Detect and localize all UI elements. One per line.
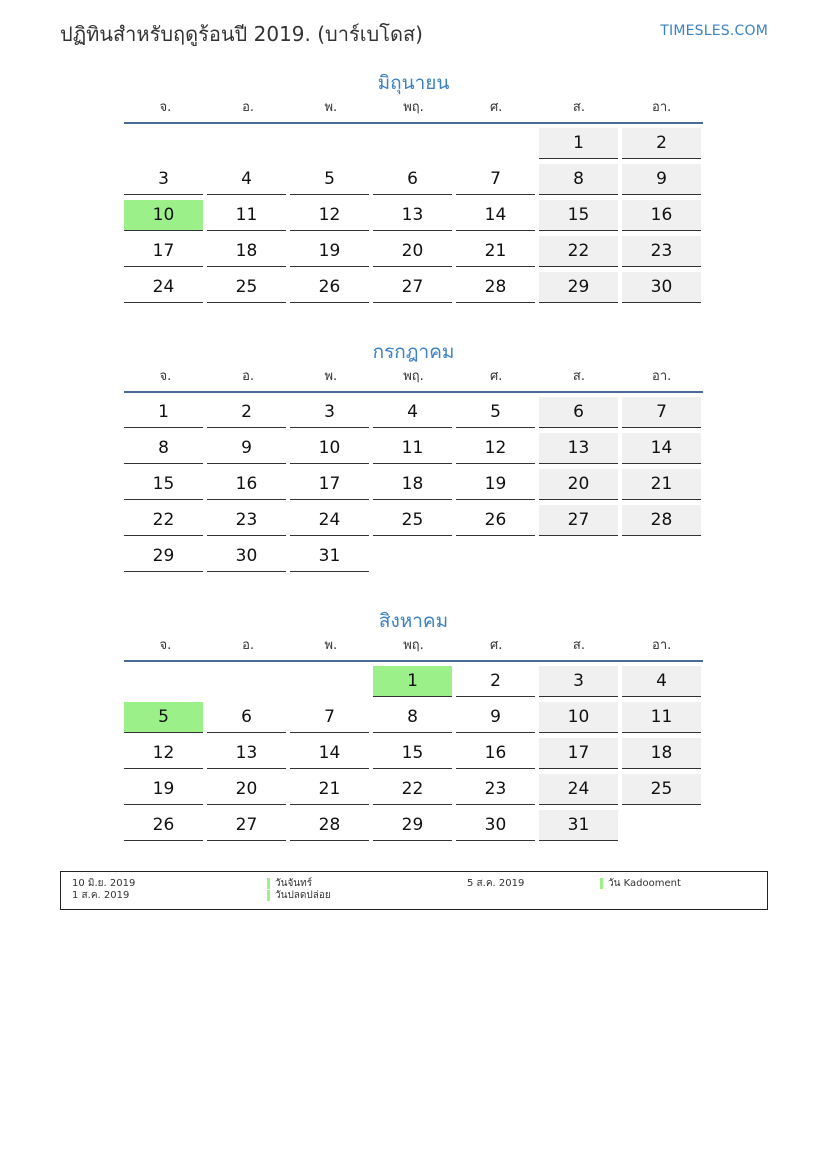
day-cell: 30: [622, 272, 701, 303]
day-cell: 30: [456, 810, 535, 841]
month-title: สิงหาคม: [378, 610, 449, 632]
holiday-marker: [600, 878, 603, 889]
day-cell: 26: [290, 272, 369, 303]
empty-day-cell: [622, 810, 701, 841]
weekday-label: อ.: [242, 638, 255, 653]
day-cell: 22: [124, 505, 203, 536]
empty-day-cell: [207, 128, 286, 159]
week-row: [124, 774, 703, 810]
day-cell: 22: [373, 774, 452, 805]
day-cell: 22: [539, 236, 618, 267]
day-cell: 6: [207, 702, 286, 733]
day-cell: 27: [373, 272, 452, 303]
day-cell: 30: [207, 541, 286, 572]
weekday-label: พ.: [324, 369, 338, 384]
day-cell: 17: [124, 236, 203, 267]
day-cell: 13: [373, 200, 452, 231]
day-cell: 4: [373, 397, 452, 428]
day-cell: 3: [539, 666, 618, 697]
day-cell: 18: [622, 738, 701, 769]
legend-date-3: 5 ส.ค. 2019: [467, 878, 525, 889]
holiday-day-cell: 10: [124, 200, 203, 231]
week-row: [124, 397, 703, 433]
day-cell: 14: [290, 738, 369, 769]
empty-day-cell: [622, 541, 701, 572]
week-row: [124, 505, 703, 541]
day-cell: 28: [290, 810, 369, 841]
holiday-day-cell: 1: [373, 666, 452, 697]
day-cell: 7: [622, 397, 701, 428]
day-cell: 16: [207, 469, 286, 500]
day-cell: 10: [290, 433, 369, 464]
brand-link[interactable]: TIMESLES.COM: [660, 23, 768, 39]
week-row: [124, 666, 703, 702]
weekday-label: จ.: [159, 638, 172, 653]
day-cell: 21: [290, 774, 369, 805]
day-cell: 6: [539, 397, 618, 428]
day-cell: 3: [124, 164, 203, 195]
day-cell: 20: [373, 236, 452, 267]
day-cell: 16: [456, 738, 535, 769]
day-cell: 3: [290, 397, 369, 428]
holiday-day-cell: 5: [124, 702, 203, 733]
weekday-label: อ.: [242, 369, 255, 384]
day-cell: 8: [373, 702, 452, 733]
day-cell: 18: [373, 469, 452, 500]
weekday-label: พ.: [324, 100, 338, 115]
day-cell: 11: [373, 433, 452, 464]
day-cell: 25: [207, 272, 286, 303]
month-title: กรกฎาคม: [372, 341, 455, 363]
day-cell: 11: [207, 200, 286, 231]
weekday-label: จ.: [159, 369, 172, 384]
day-cell: 27: [539, 505, 618, 536]
empty-day-cell: [207, 666, 286, 697]
weekday-label: อา.: [652, 638, 672, 653]
day-cell: 23: [456, 774, 535, 805]
day-cell: 25: [622, 774, 701, 805]
day-cell: 14: [622, 433, 701, 464]
day-cell: 10: [539, 702, 618, 733]
day-cell: 31: [290, 541, 369, 572]
day-cell: 15: [539, 200, 618, 231]
day-cell: 28: [622, 505, 701, 536]
weekday-label: ส.: [572, 638, 585, 653]
day-cell: 16: [622, 200, 701, 231]
day-cell: 2: [207, 397, 286, 428]
day-cell: 2: [456, 666, 535, 697]
week-row: [124, 164, 703, 200]
day-cell: 12: [124, 738, 203, 769]
weekday-label: พฤ.: [403, 100, 424, 115]
week-row: [124, 272, 703, 308]
day-cell: 15: [373, 738, 452, 769]
day-cell: 31: [539, 810, 618, 841]
day-cell: 13: [207, 738, 286, 769]
month-title: มิถุนายน: [377, 72, 450, 94]
legend-date-2: 1 ส.ค. 2019: [72, 890, 130, 901]
day-cell: 7: [290, 702, 369, 733]
week-row: [124, 738, 703, 774]
weekday-label: ศ.: [490, 638, 503, 653]
month-grid: [124, 393, 703, 576]
weekday-label: อา.: [652, 369, 672, 384]
day-cell: 26: [456, 505, 535, 536]
day-cell: 2: [622, 128, 701, 159]
day-cell: 29: [124, 541, 203, 572]
day-cell: 28: [456, 272, 535, 303]
weekday-header: [124, 636, 703, 662]
day-cell: 12: [290, 200, 369, 231]
day-cell: 19: [124, 774, 203, 805]
empty-day-cell: [124, 666, 203, 697]
empty-day-cell: [373, 541, 452, 572]
day-cell: 24: [124, 272, 203, 303]
legend-name-1: วันจันทร์: [275, 878, 313, 889]
day-cell: 7: [456, 164, 535, 195]
day-cell: 19: [290, 236, 369, 267]
week-row: [124, 469, 703, 505]
day-cell: 18: [207, 236, 286, 267]
weekday-label: จ.: [159, 100, 172, 115]
week-row: [124, 200, 703, 236]
day-cell: 20: [207, 774, 286, 805]
week-row: [124, 433, 703, 469]
holiday-marker: [267, 878, 270, 889]
week-row: [124, 128, 703, 164]
weekday-label: ส.: [572, 369, 585, 384]
day-cell: 15: [124, 469, 203, 500]
empty-day-cell: [290, 666, 369, 697]
day-cell: 9: [207, 433, 286, 464]
day-cell: 9: [622, 164, 701, 195]
day-cell: 21: [456, 236, 535, 267]
week-row: [124, 810, 703, 846]
day-cell: 26: [124, 810, 203, 841]
holiday-legend: [60, 871, 768, 910]
empty-day-cell: [539, 541, 618, 572]
day-cell: 29: [373, 810, 452, 841]
empty-day-cell: [373, 128, 452, 159]
month-august: [124, 606, 703, 845]
weekday-label: ศ.: [490, 100, 503, 115]
month-grid: [124, 662, 703, 845]
day-cell: 29: [539, 272, 618, 303]
day-cell: 20: [539, 469, 618, 500]
weekday-label: พฤ.: [403, 369, 424, 384]
day-cell: 1: [539, 128, 618, 159]
weekday-header: [124, 367, 703, 393]
weekday-label: พฤ.: [403, 638, 424, 653]
day-cell: 8: [124, 433, 203, 464]
week-row: [124, 236, 703, 272]
day-cell: 24: [539, 774, 618, 805]
day-cell: 5: [456, 397, 535, 428]
holiday-marker: [267, 890, 270, 901]
day-cell: 5: [290, 164, 369, 195]
day-cell: 13: [539, 433, 618, 464]
day-cell: 25: [373, 505, 452, 536]
month-grid: [124, 124, 703, 307]
day-cell: 23: [207, 505, 286, 536]
day-cell: 14: [456, 200, 535, 231]
day-cell: 23: [622, 236, 701, 267]
month-june: [124, 68, 703, 307]
day-cell: 1: [124, 397, 203, 428]
legend-date-1: 10 มิ.ย. 2019: [72, 878, 136, 889]
day-cell: 17: [290, 469, 369, 500]
day-cell: 4: [622, 666, 701, 697]
legend-name-3: วัน Kadooment: [608, 878, 681, 889]
empty-day-cell: [456, 541, 535, 572]
day-cell: 8: [539, 164, 618, 195]
empty-day-cell: [290, 128, 369, 159]
day-cell: 6: [373, 164, 452, 195]
day-cell: 11: [622, 702, 701, 733]
day-cell: 17: [539, 738, 618, 769]
day-cell: 24: [290, 505, 369, 536]
empty-day-cell: [124, 128, 203, 159]
day-cell: 12: [456, 433, 535, 464]
day-cell: 19: [456, 469, 535, 500]
day-cell: 21: [622, 469, 701, 500]
day-cell: 27: [207, 810, 286, 841]
weekday-label: อ.: [242, 100, 255, 115]
empty-day-cell: [456, 128, 535, 159]
day-cell: 9: [456, 702, 535, 733]
weekday-label: ส.: [572, 100, 585, 115]
weekday-label: พ.: [324, 638, 338, 653]
month-july: [124, 337, 703, 576]
week-row: [124, 541, 703, 577]
page-title: ปฏิทินสำหรับฤดูร้อนปี 2019. (บาร์เบโดส): [60, 22, 423, 46]
week-row: [124, 702, 703, 738]
weekday-label: ศ.: [490, 369, 503, 384]
legend-name-2: วันปลดปล่อย: [275, 890, 331, 901]
day-cell: 4: [207, 164, 286, 195]
weekday-label: อา.: [652, 100, 672, 115]
weekday-header: [124, 98, 703, 124]
